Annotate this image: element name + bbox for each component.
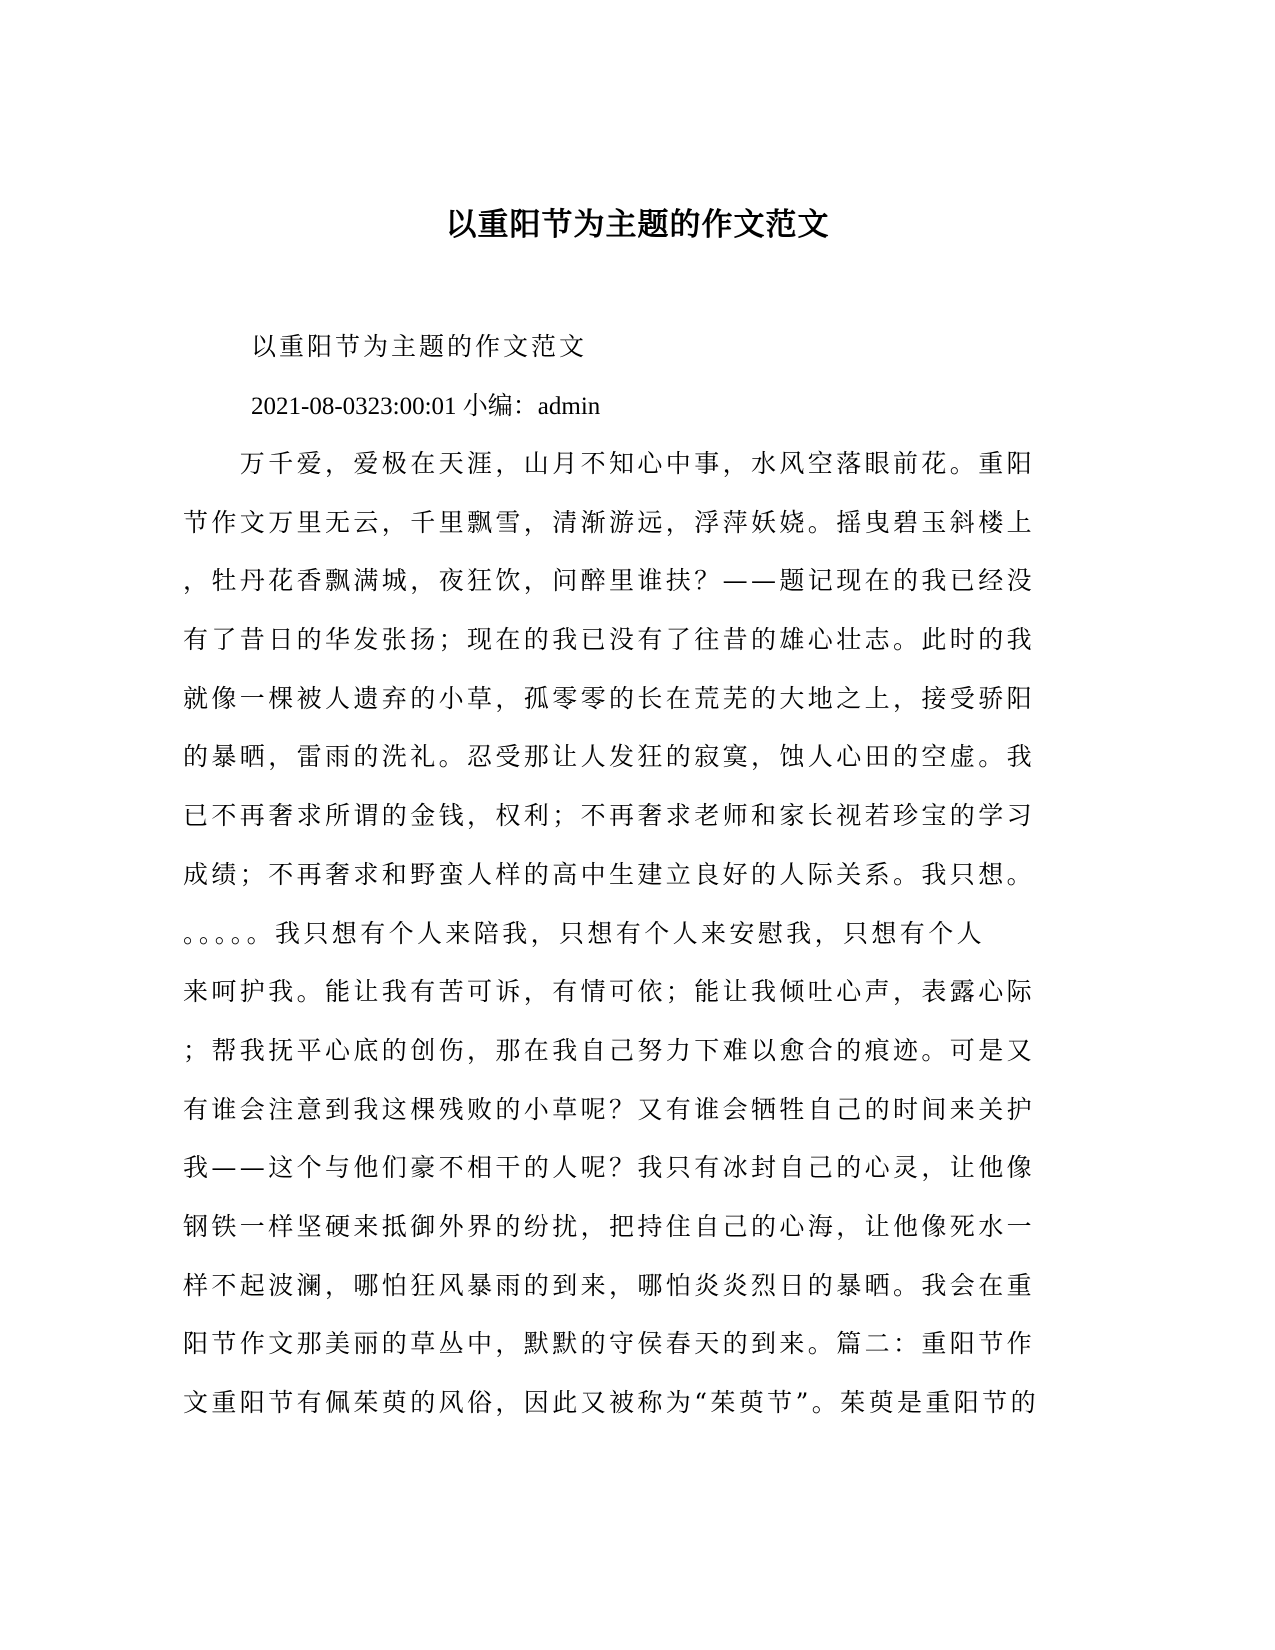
body-text-line: 样不起波澜，哪怕狂风暴雨的到来，哪怕炎炎烈日的暴晒。我会在重 bbox=[183, 1270, 1036, 1300]
body-text-line: 文重阳节有佩茱萸的风俗，因此又被称为“茱萸节”。茱萸是重阳节的 bbox=[183, 1388, 1039, 1417]
article-body bbox=[183, 435, 1203, 1433]
body-text-line: 成绩；不再奢求和野蛮人样的高中生建立良好的人际关系。我只想。 bbox=[183, 859, 1036, 889]
article-subtitle: 以重阳节为主题的作文范文 bbox=[251, 332, 588, 361]
body-text-line: 就像一棵被人遗弃的小草，孤零零的长在荒芜的大地之上，接受骄阳 bbox=[183, 683, 1036, 713]
body-text-line: 万千爱，爱极在天涯，山月不知心中事，水风空落眼前花。重阳 bbox=[183, 449, 1036, 478]
body-text-line: 有了昔日的华发张扬；现在的我已没有了往昔的雄心壮志。此时的我 bbox=[183, 625, 1036, 655]
body-text-line: ，牡丹花香飘满城，夜狂饮，问醉里谁扶？——题记现在的我已经没 bbox=[183, 566, 1036, 596]
document-title: 以重阳节为主题的作文范文 bbox=[445, 207, 830, 243]
body-text-line: 我——这个与他们豪不相干的人呢？我只有冰封自己的心灵，让他像 bbox=[183, 1153, 1036, 1183]
body-text-line: 有谁会注意到我这棵残败的小草呢？又有谁会牺牲自己的时间来关护 bbox=[183, 1094, 1036, 1124]
body-text-line: 钢铁一样坚硬来抵御外界的纷扰，把持住自己的心海，让他像死水一 bbox=[183, 1211, 1036, 1241]
body-text-line: 节作文万里无云，千里飘雪，清渐游远，浮萍妖娆。摇曳碧玉斜楼上 bbox=[183, 507, 1036, 537]
body-text-line: 来呵护我。能让我有苦可诉，有情可依；能让我倾吐心声，表露心际 bbox=[183, 977, 1036, 1007]
body-text-line: 。。。。。我只想有个人来陪我，只想有个人来安慰我，只想有个人 bbox=[183, 918, 986, 948]
article-meta: 2021-08-0323:00:01 小编：admin bbox=[251, 393, 601, 420]
body-text-line: 阳节作文那美丽的草丛中，默默的守侯春天的到来。篇二：重阳节作 bbox=[183, 1329, 1036, 1359]
body-text-line: 已不再奢求所谓的金钱，权利；不再奢求老师和家长视若珍宝的学习 bbox=[183, 801, 1036, 831]
body-text-line: ；帮我抚平心底的创伤，那在我自己努力下难以愈合的痕迹。可是又 bbox=[183, 1035, 1036, 1065]
body-text-line: 的暴晒，雷雨的洗礼。忍受那让人发狂的寂寞，蚀人心田的空虚。我 bbox=[183, 742, 1036, 772]
